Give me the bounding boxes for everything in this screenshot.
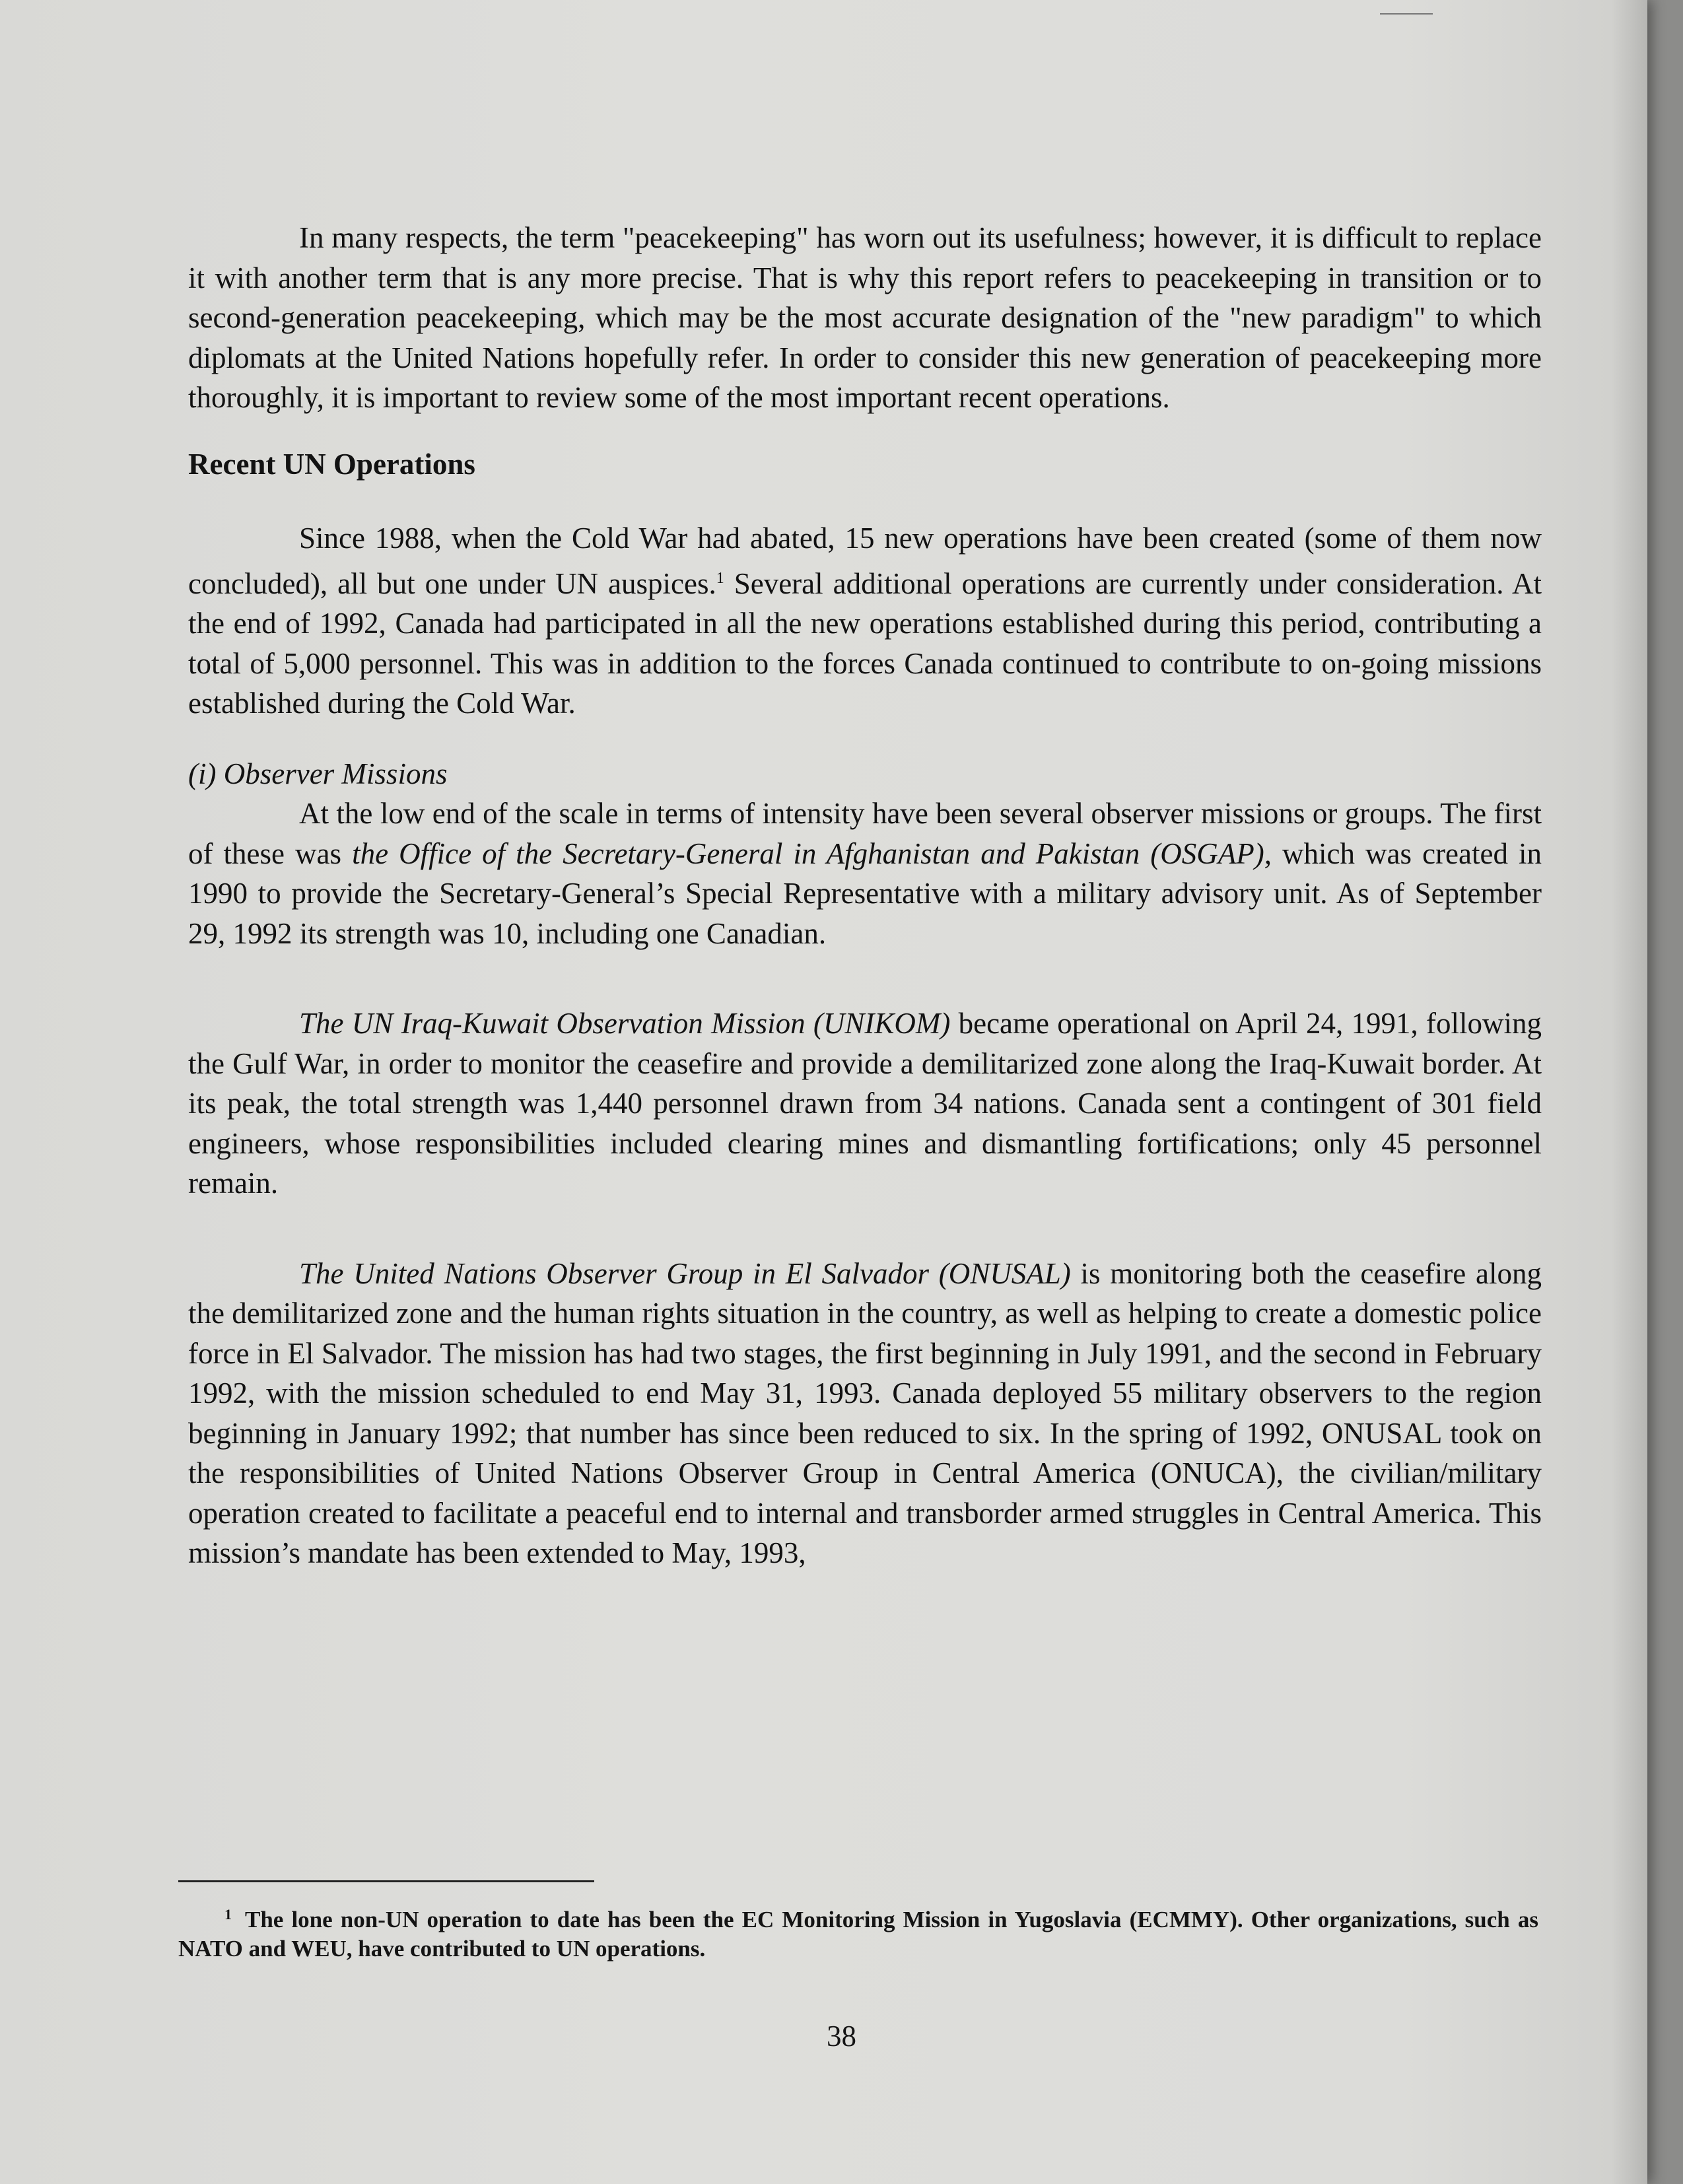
recent-operations-paragraph (188, 518, 1542, 724)
unikom-paragraph (188, 1004, 1542, 1204)
page-number: 38 (827, 2020, 856, 2053)
unikom-mission-name: The UN Iraq-Kuwait Observation Mission (UNIKOM) (299, 1007, 951, 1040)
footnote-text: The lone non-UN operation to date has been the EC Monitoring Mission in Yugoslavia (ECMMY). Other organizations, such as NATO and WEU, have contributed to UN operations. (178, 1907, 1538, 1962)
onusal-mission-name: The United Nations Observer Group in El Salvador (ONUSAL) (299, 1256, 1071, 1290)
scan-mark (1380, 13, 1433, 15)
footnote-divider (178, 1880, 594, 1882)
osgap-mission-name: the Office of the Secretary-General in Afghanistan and Pakistan (OSGAP), (352, 836, 1272, 870)
subheading-observer-missions: (i) Observer Missions (188, 757, 448, 790)
section-heading-recent-operations: Recent UN Operations (188, 447, 475, 481)
recent-operations-text-b: Several additional operations are currently under consideration. At the end of 1992, Canada had participated in all the new operations established during this period, contributing a total of 5,000 personnel. This was in addition to the forces Canada continued to contribute to on-going missions established during the Cold War. (188, 566, 1542, 720)
osgap-text-b: which was created in 1990 to provide the Secretary-General’s Special Representative with a military advisory unit. As of September 29, 1992 its strength was 10, including one Canadian. (188, 836, 1542, 950)
body-text (188, 218, 1542, 1573)
unikom-text: became operational on April 24, 1991, following the Gulf War, in order to monitor the ceasefire and provide a demilitarized zone along the Iraq-Kuwait border. At its peak, the total strength was 1,440 personnel drawn from 34 nations. Canada sent a contingent of 301 field engineers, whose responsibilities included clearing mines and dismantling fortifications; only 45 personnel remain. (188, 1007, 1542, 1200)
footnote (178, 1900, 1538, 1963)
osgap-text-a: At the low end of the scale in terms of intensity have been several observer missions or groups. The first of these was (188, 797, 1542, 870)
intro-paragraph: In many respects, the term "peacekeeping" has worn out its usefulness; however, it is difficult to replace it with another term that is any more precise. That is why this report refers to peacekeeping in transition or to second-generation peacekeeping, which may be the most accurate designation of the "new paradigm" to which diplomats at the United Nations hopefully refer. In order to consider this new generation of peacekeeping more thoroughly, it is important to review some of the most important recent operations. (188, 221, 1542, 414)
onusal-paragraph (188, 1254, 1542, 1573)
page-edge-shadow (1611, 0, 1647, 2184)
footnote-reference: 1 (716, 569, 724, 587)
onusal-text: is monitoring both the ceasefire along the demilitarized zone and the human rights situation in the country, as well as helping to create a domestic police force in El Salvador. The mission has had two stages, the first beginning in July 1991, and the second in February 1992, with the mission scheduled to end May 31, 1993. Canada deployed 55 military observers to the region beginning in January 1992; that number has since been reduced to six. In the spring of 1992, ONUSAL took on the responsibilities of United Nations Observer Group in Central America (ONUCA), the civilian/military operation created to facilitate a peaceful end to internal and transborder armed struggles in Central America. This mission’s mandate has been extended to May, 1993, (188, 1256, 1542, 1569)
recent-operations-text-a: Since 1988, when the Cold War had abated, 15 new operations have been created (some of them now concluded), all but one under UN auspices. (188, 522, 1542, 600)
osgap-paragraph (188, 794, 1542, 953)
footnote-number: 1 (224, 1906, 232, 1923)
